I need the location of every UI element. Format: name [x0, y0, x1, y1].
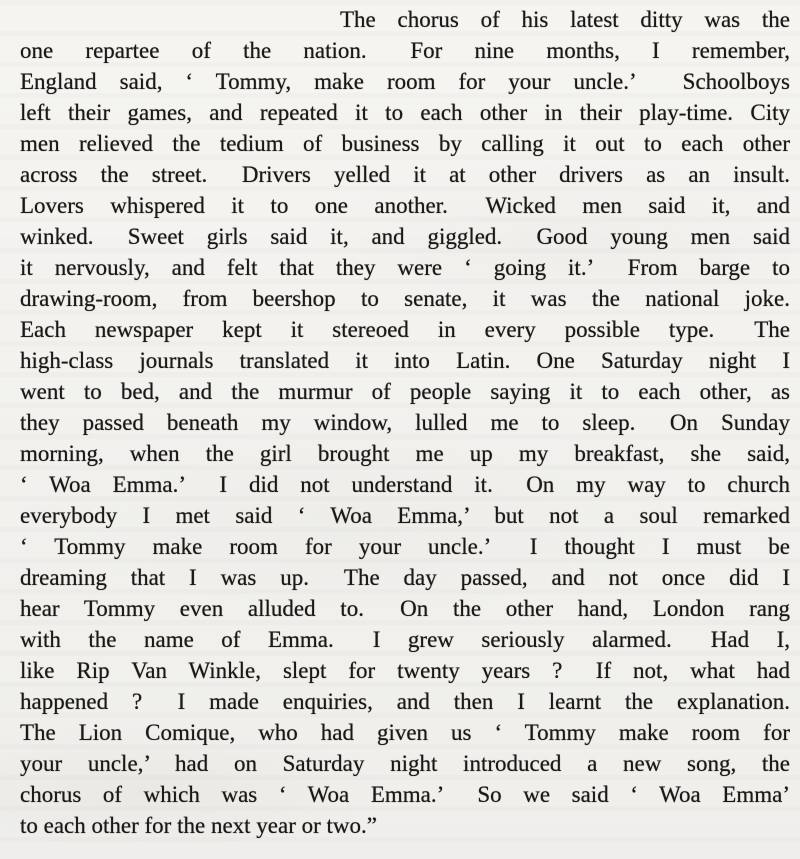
text-line: it nervously, and felt that they were ‘ going it.’ From barge to: [20, 255, 790, 280]
text-line: winked. Sweet girls said it, and giggled. Good young men said: [20, 224, 790, 249]
text-line: happened ? I made enquiries, and then I learnt the explanation.: [20, 689, 790, 714]
text-line: The chorus of his latest ditty was the: [340, 7, 790, 32]
text-line: chorus of which was ‘ Woa Emma.’ So we said ‘ Woa Emma’: [20, 782, 790, 807]
text-line: Lovers whispered it to one another. Wicked men said it, and: [20, 193, 790, 218]
text-line: everybody I met said ‘ Woa Emma,’ but not a soul remarked: [20, 503, 790, 528]
text-line: Each newspaper kept it stereoed in every possible type. The: [20, 317, 790, 342]
text-line: ‘ Tommy make room for your uncle.’ I thought I must be: [20, 534, 790, 559]
text-line: left their games, and repeated it to each other in their play-time. City: [20, 100, 790, 125]
text-line: high-class journals translated it into Latin. One Saturday night I: [20, 348, 790, 373]
text-line: to each other for the next year or two.”: [20, 813, 377, 838]
text-line: your uncle,’ had on Saturday night introduced a new song, the: [20, 751, 790, 776]
text-line: drawing-room, from beershop to senate, it was the national joke.: [20, 286, 790, 311]
text-line: men relieved the tedium of business by calling it out to each other: [20, 131, 790, 156]
text-line: The Lion Comique, who had given us ‘ Tommy make room for: [20, 720, 790, 745]
text-line: across the street. Drivers yelled it at other drivers as an insult.: [20, 162, 790, 187]
text-line: England said, ‘ Tommy, make room for your uncle.’ Schoolboys: [20, 69, 790, 94]
text-line: morning, when the girl brought me up my breakfast, she said,: [20, 441, 790, 466]
text-line: with the name of Emma. I grew seriously alarmed. Had I,: [20, 627, 790, 652]
text-line: went to bed, and the murmur of people saying it to each other, as: [20, 379, 790, 404]
paragraph: [20, 4, 790, 841]
text-line: hear Tommy even alluded to. On the other hand, London rang: [20, 596, 790, 621]
text-line: like Rip Van Winkle, slept for twenty years ? If not, what had: [20, 658, 790, 683]
text-line: they passed beneath my window, lulled me to sleep. On Sunday: [20, 410, 790, 435]
text-line: one repartee of the nation. For nine months, I remember,: [20, 38, 790, 63]
text-line: dreaming that I was up. The day passed, and not once did I: [20, 565, 790, 590]
text-line: ‘ Woa Emma.’ I did not understand it. On my way to church: [20, 472, 790, 497]
